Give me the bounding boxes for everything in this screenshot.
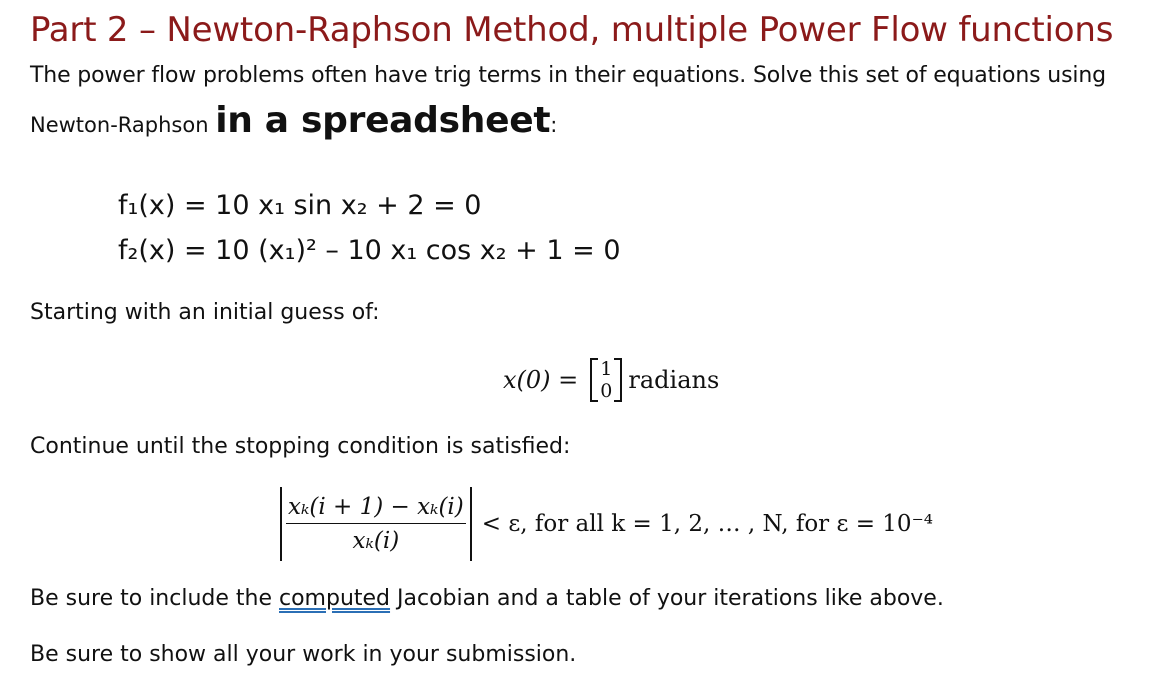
intro-colon: :: [550, 113, 558, 137]
equation-f2: f₂(x) = 10 (x₁)² – 10 x₁ cos x₂ + 1 = 0: [118, 235, 621, 266]
relative-change-fraction: [286, 494, 466, 554]
stopping-condition-text: Continue until the stopping condition is satisfied:: [30, 434, 571, 459]
equation-f1: f₁(x) = 10 x₁ sin x₂ + 2 = 0: [118, 190, 482, 221]
stopping-condition-rhs: < ε, for all k = 1, 2, … , N, for ε = 10⁻⁴: [481, 511, 933, 537]
instruction-jacobian-start: Be sure to include the: [30, 586, 279, 611]
stopping-condition-formula: [280, 486, 933, 562]
intro-spreadsheet-emphasis: in a spreadsheet: [215, 100, 551, 141]
initial-guess-text: Starting with an initial guess of:: [30, 300, 380, 325]
intro-line-1: The power flow problems often have trig terms in their equations. Solve this set of equations using: [30, 63, 1106, 88]
page-title: Part 2 – Newton-Raphson Method, multiple Power Flow functions: [30, 10, 1114, 50]
fraction-denominator: xₖ(i): [352, 528, 400, 554]
absolute-value-bars: [280, 487, 472, 561]
initial-guess-equation: [503, 352, 719, 408]
instruction-jacobian-end: Jacobian and a table of your iterations like above.: [390, 586, 944, 611]
spellcheck-underlined-word: computed: [279, 586, 391, 611]
intro-method-text: Newton-Raphson: [30, 113, 216, 137]
left-bracket: [590, 358, 598, 402]
initial-guess-vector: [590, 358, 622, 402]
fraction-numerator: xₖ(i + 1) − xₖ(i): [286, 494, 466, 524]
right-bracket: [614, 358, 622, 402]
intro-line-2: [30, 100, 557, 146]
initial-guess-unit: radians: [628, 366, 720, 394]
instruction-jacobian: [30, 585, 944, 613]
instruction-show-work: Be sure to show all your work in your submission.: [30, 642, 577, 667]
vector-entry-1: 1: [600, 358, 613, 380]
initial-guess-lhs: x(0) =: [503, 366, 579, 394]
vector-entry-2: 0: [600, 380, 613, 402]
